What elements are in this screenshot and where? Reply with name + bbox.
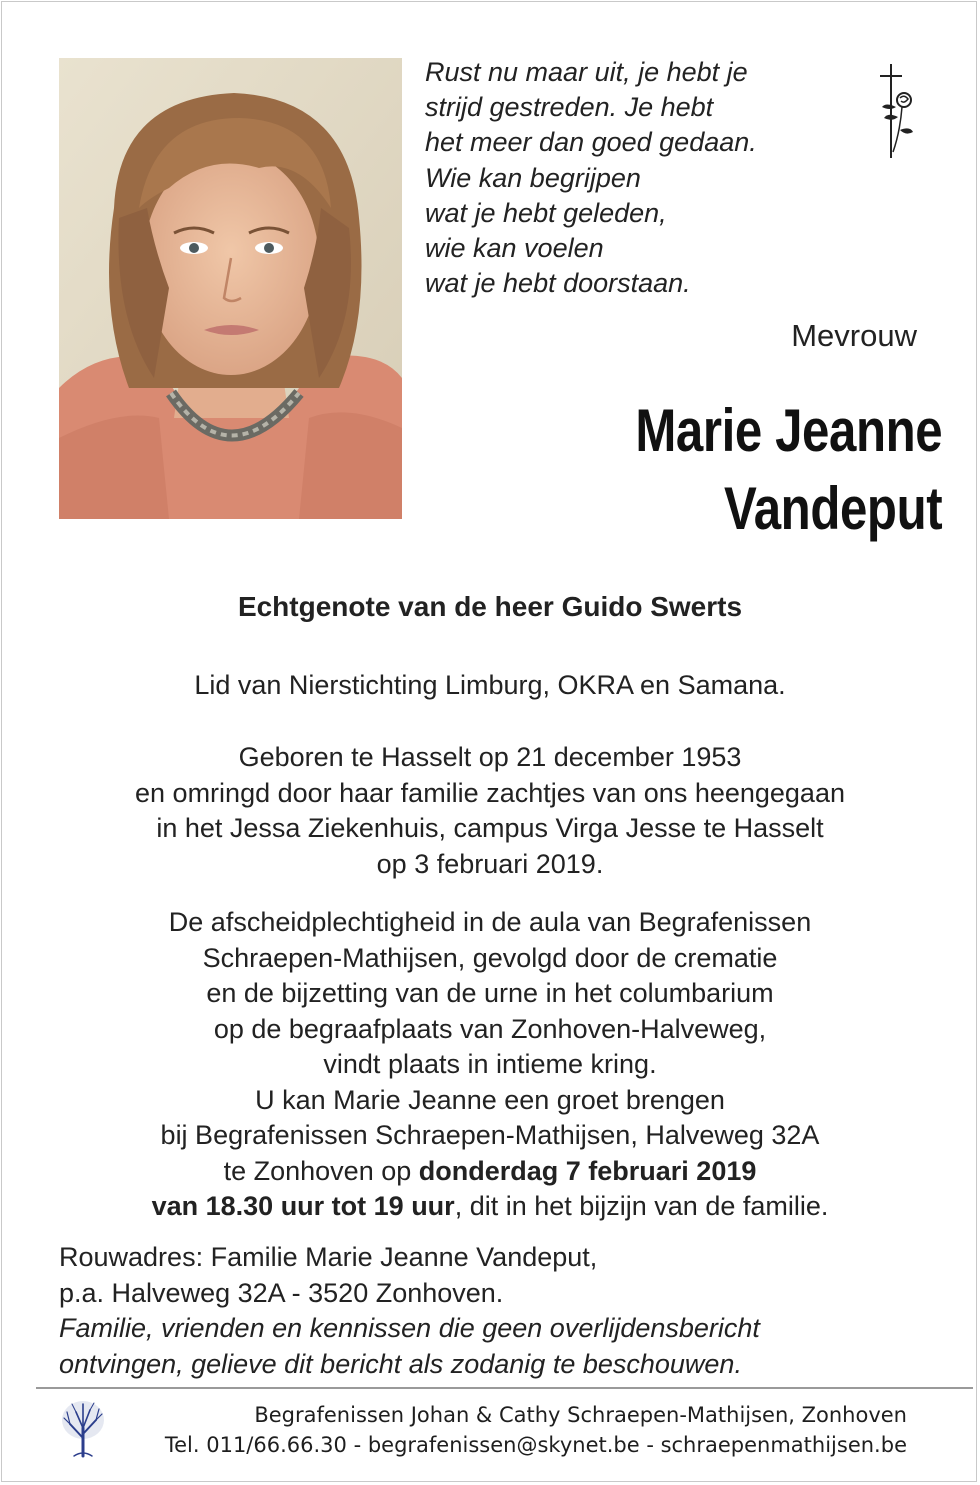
birth-death-line: en omringd door haar familie zachtjes van ons heengegaan	[135, 777, 845, 808]
poem-line: Rust nu maar uit, je hebt je	[425, 57, 748, 87]
ceremony-paragraph	[0, 905, 980, 1225]
deceased-name	[635, 392, 942, 548]
portrait-photo	[59, 58, 402, 519]
ceremony-line: op de begraafplaats van Zonhoven-Halveweg,	[213, 1013, 767, 1044]
birth-death-line: op 3 februari 2019.	[376, 848, 604, 879]
poem-line: wat je hebt geleden,	[425, 197, 667, 228]
spouse-line: Echtgenote van de heer Guido Swerts	[237, 591, 743, 622]
footer	[165, 1400, 907, 1460]
visit-date: donderdag 7 februari 2019	[418, 1155, 757, 1186]
poem-line: strijd gestreden. Je hebt	[425, 92, 714, 123]
tree-logo-icon	[60, 1398, 106, 1458]
notice-note: ontvingen, gelieve dit bericht als zodanig te beschouwen.	[59, 1348, 742, 1379]
first-name: Marie Jeanne	[635, 397, 942, 464]
visit-time: van 18.30 uur tot 19 uur	[151, 1191, 455, 1221]
ceremony-line: vindt plaats in intieme kring.	[323, 1049, 657, 1079]
birth-death-line: in het Jessa Ziekenhuis, campus Virga Jesse te Hasselt	[156, 813, 824, 843]
notice-note: Familie, vrienden en kennissen die geen overlijdensbericht	[59, 1313, 760, 1343]
ceremony-line: U kan Marie Jeanne een groet brengen	[255, 1084, 725, 1115]
poem-line: Wie kan begrijpen	[425, 162, 641, 193]
address-line: p.a. Halveweg 32A - 3520 Zonhoven.	[59, 1277, 504, 1308]
cross-rose-icon	[868, 62, 920, 160]
visit-date-line	[0, 1154, 980, 1190]
last-name: Vandeput	[723, 475, 942, 542]
poem-line: het meer dan goed gedaan.	[425, 127, 757, 158]
membership-line: Lid van Nierstichting Limburg, OKRA en Samana.	[194, 670, 786, 700]
salutation: Mevrouw	[791, 318, 917, 353]
visit-prefix: te Zonhoven op	[223, 1155, 419, 1186]
visit-time-line	[0, 1189, 980, 1225]
ceremony-line: en de bijzetting van de urne in het columbarium	[206, 978, 774, 1008]
poem-line: wie kan voelen	[425, 233, 604, 264]
ceremony-line: De afscheidplechtigheid in de aula van Begrafenissen	[168, 907, 812, 937]
footer-divider	[36, 1387, 973, 1389]
poem-line: wat je hebt doorstaan.	[425, 268, 691, 299]
ceremony-line: bij Begrafenissen Schraepen-Mathijsen, Halveweg 32A	[160, 1120, 820, 1150]
address-line: Rouwadres: Familie Marie Jeanne Vandeput,	[59, 1242, 598, 1272]
mourning-address	[59, 1240, 760, 1382]
birth-death-line: Geboren te Hasselt op 21 december 1953	[238, 742, 742, 772]
ceremony-line: Schraepen-Mathijsen, gevolgd door de crematie	[202, 942, 778, 973]
visit-suffix: , dit in het bijzijn van de familie.	[454, 1191, 829, 1221]
poem	[425, 55, 845, 301]
birth-death-paragraph	[0, 740, 980, 882]
footer-contact: Tel. 011/66.66.30 - begrafenissen@skynet.be - schraepenmathijsen.be	[164, 1433, 907, 1457]
footer-company: Begrafenissen Johan & Cathy Schraepen-Mathijsen, Zonhoven	[254, 1403, 907, 1427]
